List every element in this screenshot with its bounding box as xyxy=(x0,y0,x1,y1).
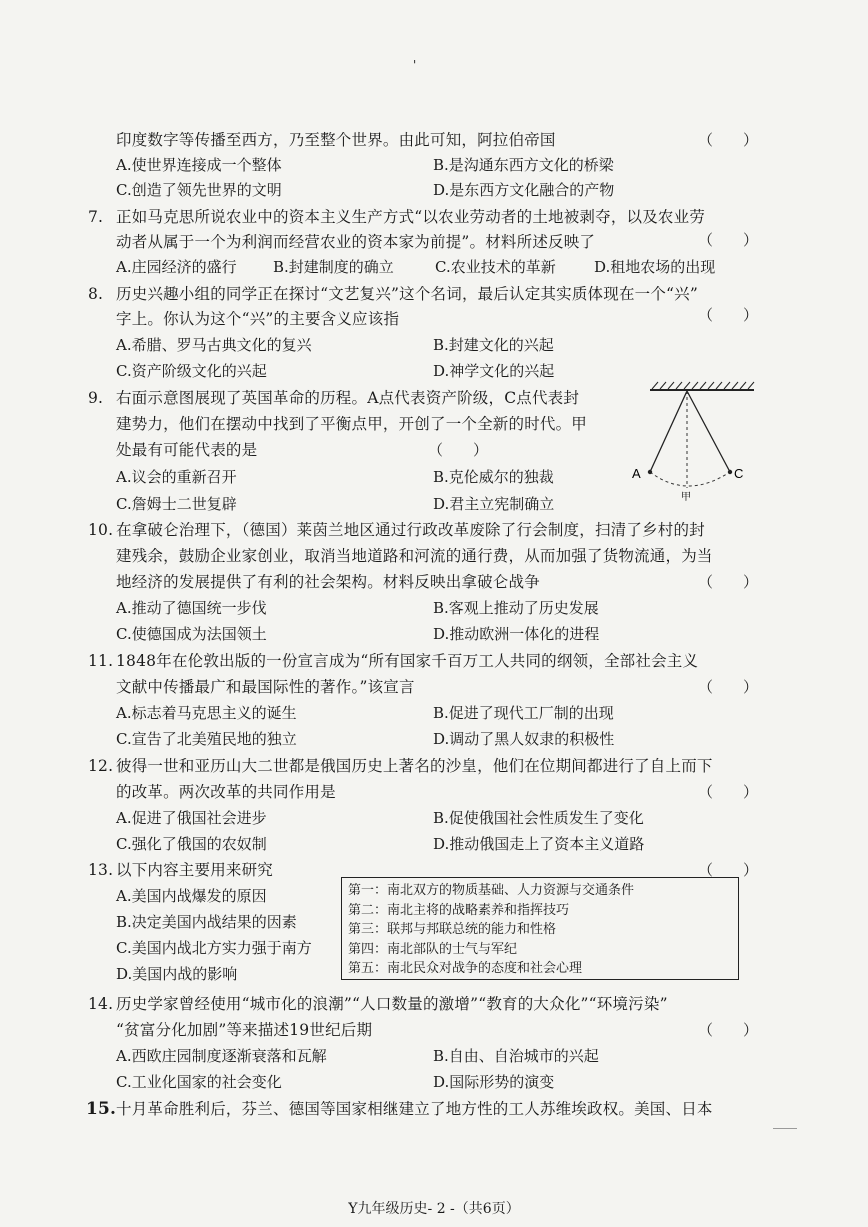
q14-option-d[interactable]: D.国际形势的演变 xyxy=(433,1073,555,1091)
ceiling-hatch xyxy=(650,382,754,390)
q7-option-b[interactable]: B.封建制度的确立 xyxy=(273,258,394,276)
q10-number: 10. xyxy=(88,521,114,539)
edge-mark xyxy=(773,1128,797,1129)
q13-option-b[interactable]: B.决定美国内战结果的因素 xyxy=(116,913,297,931)
label-jia: 甲 xyxy=(681,492,691,503)
q8-answer-paren[interactable]: （ ） xyxy=(698,306,759,324)
q13-answer-paren[interactable]: （ ） xyxy=(698,861,759,879)
label-c: C xyxy=(734,466,744,481)
q10-option-d[interactable]: D.推动欧洲一体化的进程 xyxy=(433,625,600,643)
q12-line2: 的改革。两次改革的共同作用是 xyxy=(116,783,336,801)
q7-answer-paren[interactable]: （ ） xyxy=(698,231,759,249)
q7-option-a[interactable]: A.庄园经济的盛行 xyxy=(116,258,237,276)
q12-number: 12. xyxy=(88,757,114,775)
q10-answer-paren[interactable]: （ ） xyxy=(698,573,759,591)
q10-line2: 建残余，鼓励企业家创业，取消当地道路和河流的通行费，从而加强了货物流通，为当 xyxy=(116,547,713,565)
q9-option-b[interactable]: B.克伦威尔的独裁 xyxy=(433,468,554,486)
q13-box-row-5: 第五：南北民众对战争的态度和社会心理 xyxy=(348,961,583,977)
q8-line2: 字上。你认为这个“兴”的主要含义应该指 xyxy=(116,310,400,328)
q8-option-c[interactable]: C.资产阶级文化的兴起 xyxy=(116,362,267,380)
q9-number: 9. xyxy=(88,389,104,407)
q12-option-c[interactable]: C.强化了俄国的农奴制 xyxy=(116,835,267,853)
q9-option-d[interactable]: D.君主立宪制确立 xyxy=(433,495,555,513)
q11-option-d[interactable]: D.调动了黑人奴隶的积极性 xyxy=(433,730,615,748)
page-footer: Y九年级历史- 2 -（共6页） xyxy=(348,1201,520,1217)
q7-line2: 动者从属于一个为利润而经营农业的资本家为前提”。材料所述反映了 xyxy=(116,233,596,251)
q11-number: 11. xyxy=(88,652,114,670)
q7-option-c[interactable]: C.农业技术的革新 xyxy=(435,258,556,276)
q8-option-d[interactable]: D.神学文化的兴起 xyxy=(433,362,555,380)
q6-answer-paren[interactable]: （ ） xyxy=(698,131,759,149)
q10-line1: 在拿破仑治理下，（德国）莱茵兰地区通过行政改革废除了行会制度，扫清了乡村的封 xyxy=(116,521,705,539)
q12-option-d[interactable]: D.推动俄国走上了资本主义道路 xyxy=(433,835,645,853)
q6-option-b[interactable]: B.是沟通东西方文化的桥梁 xyxy=(433,156,614,174)
q14-answer-paren[interactable]: （ ） xyxy=(698,1021,759,1039)
q11-option-c[interactable]: C.宣告了北美殖民地的独立 xyxy=(116,730,297,748)
q10-option-c[interactable]: C.使德国成为法国领土 xyxy=(116,625,267,643)
q10-option-b[interactable]: B.客观上推动了历史发展 xyxy=(433,599,599,617)
q13-option-c[interactable]: C.美国内战北方实力强于南方 xyxy=(116,939,312,957)
q14-option-c[interactable]: C.工业化国家的社会变化 xyxy=(116,1073,282,1091)
q9-option-a[interactable]: A.议会的重新召开 xyxy=(116,468,237,486)
q13-material-box xyxy=(341,877,739,980)
q10-line3: 地经济的发展提供了有利的社会架构。材料反映出拿破仑战争 xyxy=(116,573,540,591)
q12-option-a[interactable]: A.促进了俄国社会进步 xyxy=(116,809,267,827)
q8-line1: 历史兴趣小组的同学正在探讨“文艺复兴”这个名词，最后认定其实质体现在一个“兴” xyxy=(116,285,698,303)
pendulum-diagram xyxy=(620,378,780,513)
q9-option-c[interactable]: C.詹姆士二世复辟 xyxy=(116,495,237,513)
q13-box-row-2: 第二：南北主将的战略素养和指挥技巧 xyxy=(348,902,570,918)
q6-line1: 印度数字等传播至西方，乃至整个世界。由此可知，阿拉伯帝国 xyxy=(116,131,556,149)
q9-answer-paren[interactable]: （ ） xyxy=(428,441,489,459)
q11-line2: 文献中传播最广和最国际性的著作。”该宣言 xyxy=(116,678,415,696)
label-a: A xyxy=(632,466,641,481)
q14-option-a[interactable]: A.西欧庄园制度逐渐衰落和瓦解 xyxy=(116,1047,327,1065)
q12-option-b[interactable]: B.促使俄国社会性质发生了变化 xyxy=(433,809,644,827)
top-mark: ' xyxy=(413,58,417,72)
q13-option-a[interactable]: A.美国内战爆发的原因 xyxy=(116,887,267,905)
q15-number xyxy=(86,1099,116,1119)
q11-answer-paren[interactable]: （ ） xyxy=(698,678,759,696)
q13-box-row-4: 第四：南北部队的士气与军纪 xyxy=(348,941,518,957)
pendulum-svg xyxy=(620,378,780,513)
q13-number: 13. xyxy=(88,861,114,879)
q7-line1: 正如马克思所说农业中的资本主义生产方式“以农业劳动者的土地被剥夺，以及农业劳 xyxy=(116,208,706,226)
q13-option-d[interactable]: D.美国内战的影响 xyxy=(116,965,238,983)
q15-line1: 十月革命胜利后，芬兰、德国等国家相继建立了地方性的工人苏维埃政权。美国、日本 xyxy=(116,1100,713,1118)
q9-line2: 建势力，他们在摆动中找到了平衡点甲，开创了一个全新的时代。甲 xyxy=(116,415,588,433)
q6-option-d[interactable]: D.是东西方文化融合的产物 xyxy=(433,181,615,199)
q12-answer-paren[interactable]: （ ） xyxy=(698,783,759,801)
q13-box-row-3: 第三：联邦与邦联总统的能力和性格 xyxy=(348,922,557,938)
q8-number: 8. xyxy=(88,285,104,303)
pendulum-string-right xyxy=(687,391,730,472)
q6-option-c[interactable]: C.创造了领先世界的文明 xyxy=(116,181,282,199)
q7-option-d[interactable]: D.租地农场的出现 xyxy=(594,258,716,276)
q8-option-a[interactable]: A.希腊、罗马古典文化的复兴 xyxy=(116,336,312,354)
q11-option-a[interactable]: A.标志着马克思主义的诞生 xyxy=(116,704,297,722)
q12-line1: 彼得一世和亚历山大二世都是俄国历史上著名的沙皇，他们在位期间都进行了自上而下 xyxy=(116,757,713,775)
q14-option-b[interactable]: B.自由、自治城市的兴起 xyxy=(433,1047,599,1065)
q9-line1: 右面示意图展现了英国革命的历程。A点代表资产阶级，C点代表封 xyxy=(116,389,580,407)
q14-number: 14. xyxy=(88,995,114,1013)
q7-number: 7. xyxy=(88,208,104,226)
q11-option-b[interactable]: B.促进了现代工厂制的出现 xyxy=(433,704,614,722)
q10-option-a[interactable]: A.推动了德国统一步伐 xyxy=(116,599,267,617)
q13-box-row-1: 第一：南北双方的物质基础、人力资源与交通条件 xyxy=(348,883,635,898)
q9-line3: 处最有可能代表的是 xyxy=(116,441,258,459)
q8-option-b[interactable]: B.封建文化的兴起 xyxy=(433,336,554,354)
pendulum-bob-c xyxy=(728,470,732,474)
q14-line1: 历史学家曾经使用“城市化的浪潮”“人口数量的激增”“教育的大众化”“环境污染” xyxy=(116,995,668,1013)
q13-line1: 以下内容主要用来研究 xyxy=(116,861,274,879)
q11-line1: 1848年在伦敦出版的一份宣言成为“所有国家千百万工人共同的纲领，全部社会主义 xyxy=(116,652,699,670)
pendulum-bob-a xyxy=(648,470,652,474)
pendulum-arc xyxy=(650,472,730,486)
q14-line2: “贫富分化加剧”等来描述19世纪后期 xyxy=(116,1021,373,1039)
q15-number-text: 15. xyxy=(86,1099,117,1119)
q6-option-a[interactable]: A.使世界连接成一个整体 xyxy=(116,156,282,174)
pendulum-string-left xyxy=(650,391,687,472)
